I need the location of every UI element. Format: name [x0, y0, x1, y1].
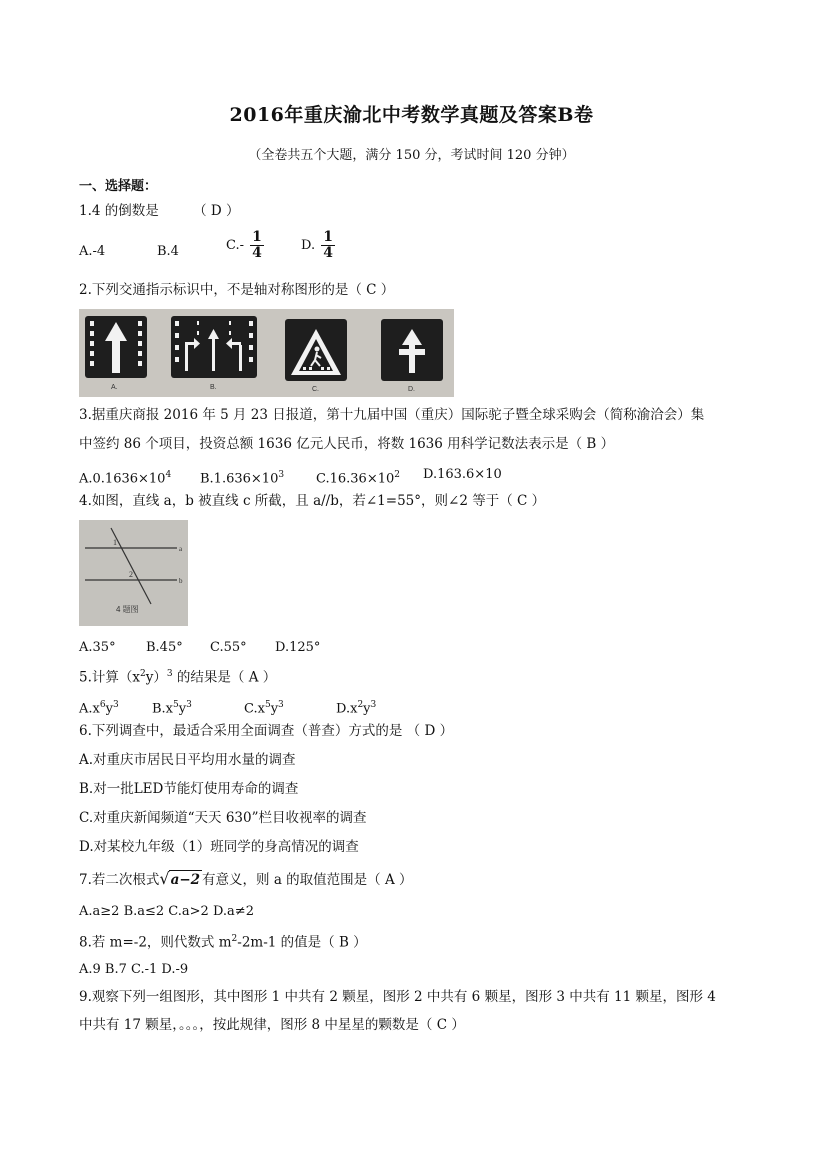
q3-option-b-exponent: 3	[278, 470, 285, 480]
q5-option-b	[152, 696, 192, 718]
sign-label-d: D.	[408, 386, 415, 393]
q6-option-d: D.对某校九年级（1）班同学的身高情况的调查	[79, 839, 359, 855]
exp: 6	[99, 700, 106, 710]
sign-c	[285, 319, 347, 381]
q1-stem-text: 1.4 的倒数是	[79, 203, 159, 219]
question-2-stem: 2.下列交通指示标识中，不是轴对称图形的是（ C ）	[79, 282, 395, 298]
fraction-numerator: 1	[323, 229, 333, 245]
fraction-denominator: 4	[252, 245, 262, 261]
q8-exponent: 2	[231, 934, 238, 944]
angle-label-2: 2	[129, 570, 133, 579]
sign-b	[171, 316, 257, 378]
q7-stem-part: 有意义，则 a 的取值范围是（ A ）	[202, 872, 413, 888]
q5-exponent: 3	[166, 669, 173, 679]
q7-options: A.a≥2 B.a≤2 C.a>2 D.a≠2	[79, 904, 254, 919]
q3-option-b	[200, 466, 284, 488]
exp: 3	[186, 700, 192, 710]
q5-option-a	[79, 696, 119, 718]
question-4-stem: 4.如图，直线 a，b 被直线 c 所截，且 a//b，若∠1=55°，则∠2 等于（ C ）	[79, 493, 546, 509]
page-title: 2016年重庆渝北中考数学真题及答案B卷	[229, 104, 594, 126]
q3-option-d: D.163.6×10	[423, 467, 502, 482]
q3-option-c-text: C.16.36×10	[316, 471, 395, 487]
question-9-line-2: 中共有 17 颗星，。。。，按此规律，图形 8 中星星的颗数是（ C ）	[79, 1017, 465, 1033]
q5-exponent: 2	[140, 669, 146, 679]
question-6-stem: 6.下列调查中，最适合采用全面调查（普查）方式的是 （ D ）	[79, 723, 454, 739]
fraction-denominator: 4	[323, 245, 333, 261]
q8-options: A.9 B.7 C.-1 D.-9	[79, 962, 189, 977]
term: y	[105, 701, 113, 717]
q5-stem-part: y）	[145, 669, 167, 686]
q3-option-a	[79, 466, 171, 488]
q1-option-b: B.4	[157, 244, 179, 259]
q4-option-c: C.55°	[210, 640, 247, 655]
angle-label-1: 1	[113, 538, 117, 547]
term: D.x	[336, 701, 358, 717]
parallel-lines-figure	[79, 520, 188, 626]
exp: 3	[370, 700, 377, 710]
line-label-a: a	[179, 545, 183, 553]
term: y	[178, 701, 187, 717]
term: A.x	[79, 701, 100, 717]
sign-d	[381, 319, 443, 381]
q3-option-c	[316, 466, 400, 488]
question-8-stem	[79, 930, 367, 952]
exp: 3	[278, 700, 284, 710]
q5-option-c	[244, 696, 284, 718]
q8-stem-part: 8.若 m=-2，则代数式 m	[79, 934, 232, 951]
question-5-stem	[79, 665, 276, 687]
q6-option-c: C.对重庆新闻频道“天天 630”栏目收视率的调查	[79, 810, 367, 826]
traffic-signs-figure	[79, 309, 454, 397]
q5-stem-part: 5.计算（x	[79, 669, 140, 686]
term: y	[363, 701, 371, 717]
q8-stem-part: -2m-1 的值是（ B ）	[237, 934, 367, 951]
q1-option-c-fraction	[250, 230, 264, 261]
exp: 5	[173, 700, 179, 710]
q4-option-d: D.125°	[275, 640, 321, 655]
exp: 3	[112, 700, 119, 710]
sign-label-b: B.	[210, 384, 217, 391]
sign-a	[85, 316, 147, 378]
question-1-stem	[79, 202, 239, 220]
sign-label-c: C.	[312, 386, 319, 393]
exp: 2	[357, 700, 364, 710]
q5-stem-part: 的结果是（ A ）	[172, 669, 277, 686]
page-subtitle: （全卷共五个大题，满分 150 分，考试时间 120 分钟）	[248, 148, 575, 163]
q3-option-a-text: A.0.1636×10	[79, 471, 166, 487]
sign-label-a: A.	[111, 384, 118, 391]
q4-option-b: B.45°	[146, 640, 183, 655]
q7-radicand: a−2	[170, 872, 201, 888]
q1-answer: （ D ）	[193, 203, 240, 219]
fraction-numerator: 1	[252, 229, 262, 245]
radical-sign: √	[159, 869, 170, 888]
term: B.x	[152, 701, 174, 717]
q1-option-d-fraction	[321, 230, 335, 261]
q6-option-b: B.对一批LED节能灯使用寿命的调查	[79, 781, 299, 797]
term: y	[270, 701, 279, 717]
exp: 5	[264, 700, 271, 710]
q3-option-b-text: B.1.636×10	[200, 471, 279, 487]
q6-option-a: A.对重庆市居民日平均用水量的调查	[79, 752, 296, 768]
q1-option-c-prefix: C.-	[226, 238, 245, 253]
q1-option-d-prefix: D.	[301, 238, 316, 253]
q3-option-c-exponent: 2	[394, 470, 401, 480]
term: C.x	[244, 701, 265, 717]
question-7-stem	[79, 870, 413, 889]
question-9-line-1: 9.观察下列一组图形，其中图形 1 中共有 2 颗星，图形 2 中共有 6 颗星，图形 3 中共有 11 颗星，图形 4	[79, 989, 716, 1005]
question-3-line-1: 3.据重庆商报 2016 年 5 月 23 日报道，第十九届中国（重庆）国际驼子暨全球采购会（简称渝洽会）集	[79, 407, 705, 423]
line-label-b: b	[179, 577, 183, 585]
q4-option-a: A.35°	[79, 640, 116, 655]
q7-stem-part: 7.若二次根式	[79, 872, 160, 888]
figure-caption: 4 题图	[116, 605, 139, 614]
q1-option-c	[226, 230, 264, 261]
parallel-lines-image	[79, 520, 188, 626]
q1-option-a: A.-4	[79, 244, 106, 259]
q5-option-d	[336, 696, 376, 718]
question-3-line-2: 中签约 86 个项目，投资总额 1636 亿元人民币，将数 1636 用科学记数法表示是（ B ）	[79, 436, 615, 452]
section-heading: 一、选择题：	[79, 179, 158, 194]
q3-option-a-exponent: 4	[165, 470, 172, 480]
traffic-signs-image	[79, 309, 454, 397]
q1-option-d	[301, 230, 335, 261]
